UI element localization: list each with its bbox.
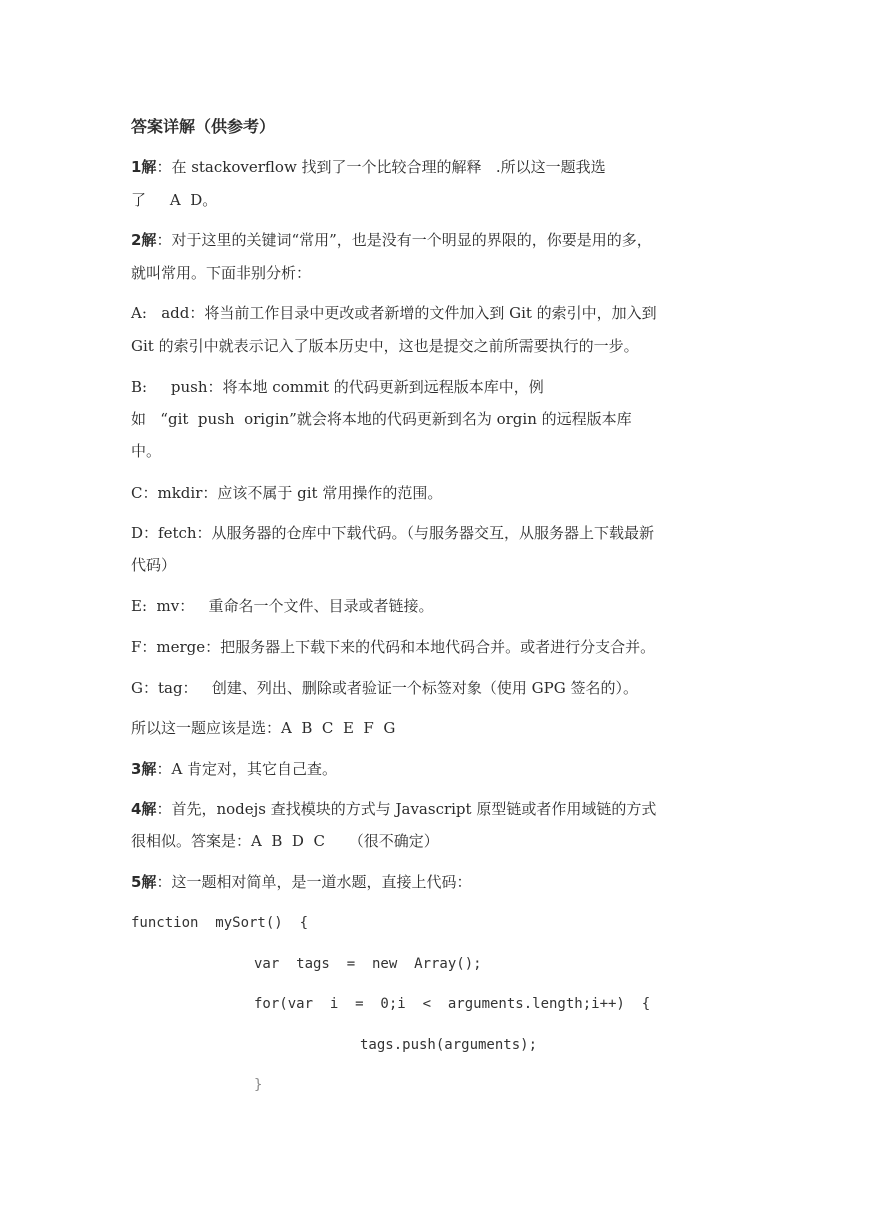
answer-2-conclusion: 所以这一题应该是选：A B C E F G	[131, 719, 396, 737]
answer-1-label: 1解	[131, 158, 157, 176]
option-b-line-1: B: push：将本地 commit 的代码更新到远程版本库中，例	[131, 378, 544, 396]
option-b-line-3: 中。	[131, 442, 162, 460]
answer-3: 3解：A 肯定对，其它自己查。	[131, 760, 338, 778]
answer-2-intro-1: 2解：对于这里的关键词“常用”，也是没有一个明显的界限的，你要是用的多，	[131, 231, 652, 249]
answer-5-label: 5解	[131, 873, 157, 891]
code-line-3: for(var i = 0;i < arguments.length;i++) {	[254, 996, 651, 1012]
page-title: 答案详解（供参考）	[131, 117, 276, 136]
option-d-line-2: 代码）	[131, 556, 177, 574]
code-line-4: tags.push(arguments);	[360, 1037, 538, 1053]
option-f: F：merge：把服务器上下载下来的代码和本地代码合并。或者进行分支合并。	[131, 638, 656, 656]
answer-4-label: 4解	[131, 800, 157, 818]
code-line-1: function mySort() {	[131, 915, 309, 931]
answer-5: 5解：这一题相对简单，是一道水题，直接上代码：	[131, 873, 472, 891]
answer-2-intro-2: 就叫常用。下面非别分析：	[131, 264, 312, 282]
option-a-line-2: Git 的索引中就表示记入了版本历史中，这也是提交之前所需要执行的一步。	[131, 337, 639, 355]
option-g: G：tag： 创建、列出、删除或者验证一个标签对象（使用 GPG 签名的）。	[131, 679, 638, 697]
option-c: C：mkdir：应该不属于 git 常用操作的范围。	[131, 484, 443, 502]
answer-4-line-2: 很相似。答案是：A B D C （很不确定）	[131, 832, 439, 850]
code-line-5: }	[254, 1077, 263, 1093]
code-line-2: var tags = new Array();	[254, 956, 482, 972]
answer-1-line-2: 了 A D。	[131, 191, 218, 209]
answer-2-label: 2解	[131, 231, 157, 249]
answer-1-line-1: 1解：在 stackoverflow 找到了一个比较合理的解释 .所以这一题我选	[131, 158, 606, 176]
answer-3-label: 3解	[131, 760, 157, 778]
option-b-line-2: 如 “git push origin”就会将本地的代码更新到名为 orgin 的远程版本库	[131, 410, 632, 428]
option-d-line-1: D：fetch：从服务器的仓库中下载代码。（与服务器交互，从服务器上下载最新	[131, 524, 655, 542]
option-a-line-1: A: add：将当前工作目录中更改或者新增的文件加入到 Git 的索引中，加入到	[131, 304, 657, 322]
option-e: E: mv： 重命名一个文件、目录或者链接。	[131, 597, 434, 615]
answer-4-line-1: 4解：首先，nodejs 查找模块的方式与 Javascript 原型链或者作用域链的方式	[131, 800, 657, 818]
